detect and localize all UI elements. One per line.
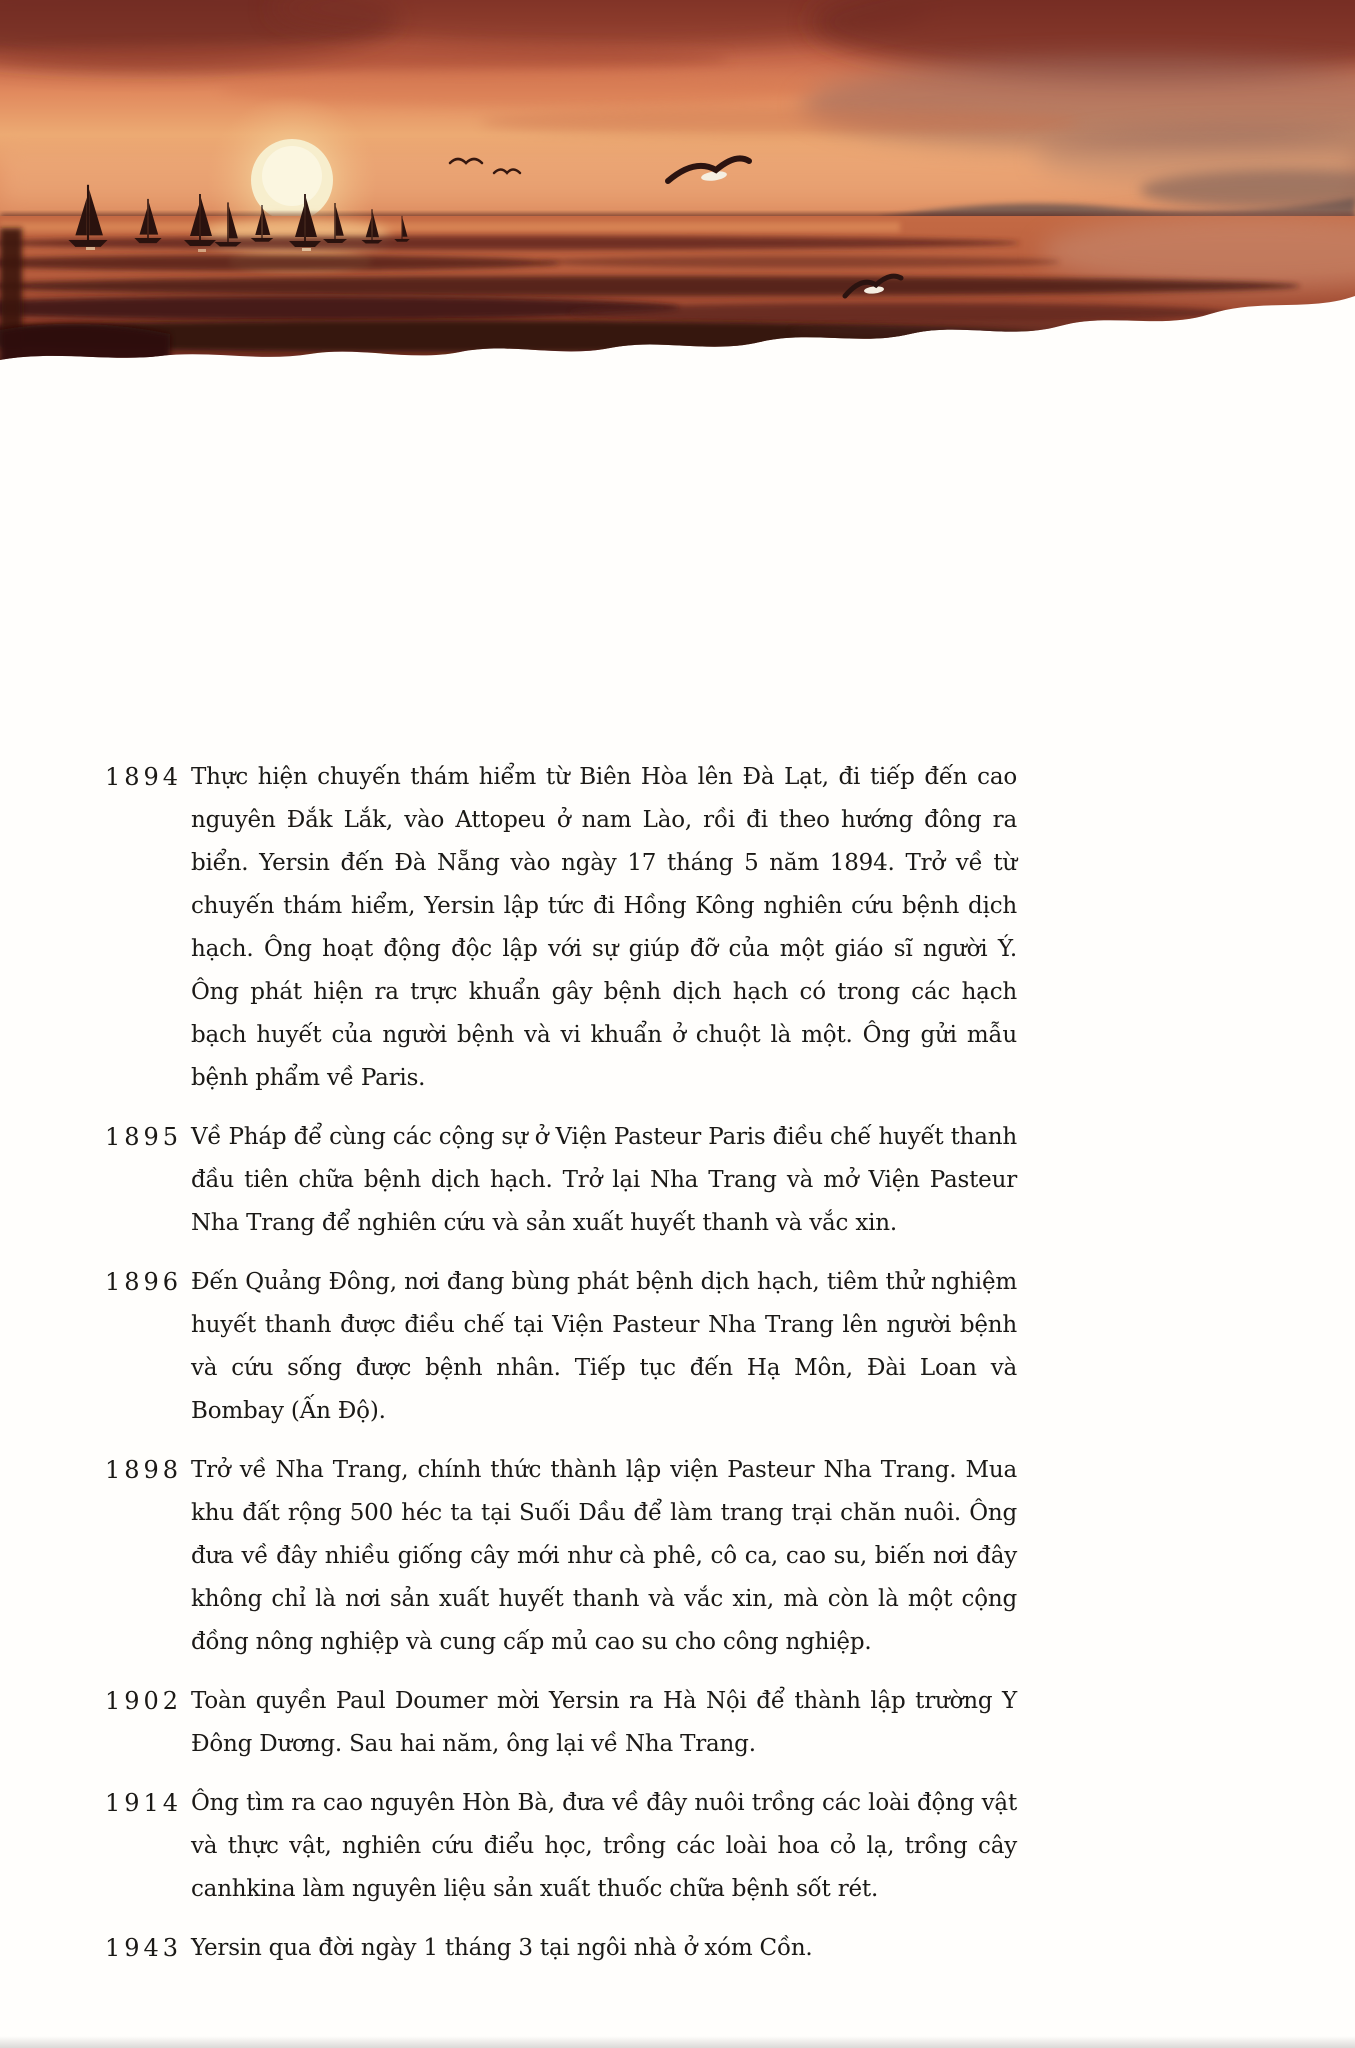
timeline-entry-1902: [105, 1680, 1017, 1766]
timeline-entry-1895: [105, 1116, 1017, 1245]
timeline-text: Đến Quảng Đông, nơi đang bùng phát bệnh dịch hạch, tiêm thử nghiệm huyết thanh được điều chế tại Viện Pasteur Nha Trang lên người bệnh và cứu sống được bệnh nhân. Tiếp tục đến Hạ Môn, Đài Loan và Bombay (Ấn Độ).: [191, 1269, 1017, 1424]
timeline-year: 1896: [105, 1268, 183, 1296]
sunset-seascape-illustration: [0, 0, 1355, 368]
timeline-text: Trở về Nha Trang, chính thức thành lập viện Pasteur Nha Trang. Mua khu đất rộng 500 héc ta tại Suối Dầu để làm trang trại chăn nuôi. Ông đưa về đây nhiều giống cây mới như cà phê, cô ca, cao su, biến nơi đây không chỉ là nơi sản xuất huyết thanh và vắc xin, mà còn là một cộng đồng nông nghiệp và cung cấp mủ cao su cho công nghiệp.: [191, 1457, 1017, 1655]
timeline: [105, 756, 1017, 1970]
timeline-entry-1898: [105, 1449, 1017, 1664]
timeline-year: 1902: [105, 1687, 183, 1715]
timeline-text: Yersin qua đời ngày 1 tháng 3 tại ngôi nhà ở xóm Cồn.: [191, 1935, 813, 1961]
timeline-year: 1895: [105, 1123, 183, 1151]
timeline-text: Thực hiện chuyến thám hiểm từ Biên Hòa lên Đà Lạt, đi tiếp đến cao nguyên Đắk Lắk, vào Attopeu ở nam Lào, rồi đi theo hướng đông ra biển. Yersin đến Đà Nẵng vào ngày 17 tháng 5 năm 1894. Trở về từ chuyến thám hiểm, Yersin lập tức đi Hồng Kông nghiên cứu bệnh dịch hạch. Ông hoạt động độc lập với sự giúp đỡ của một giáo sĩ người Ý. Ông phát hiện ra trực khuẩn gây bệnh dịch hạch có trong các hạch bạch huyết của người bệnh và vi khuẩn ở chuột là một. Ông gửi mẫu bệnh phẩm về Paris.: [191, 764, 1017, 1091]
timeline-entry-1914: [105, 1782, 1017, 1911]
timeline-entry-1943: [105, 1927, 1017, 1970]
page-scan-edge: [0, 2036, 1355, 2048]
timeline-text: Ông tìm ra cao nguyên Hòn Bà, đưa về đây nuôi trồng các loài động vật và thực vật, nghiên cứu điểu học, trồng các loài hoa cỏ lạ, trồng cây canhkina làm nguyên liệu sản xuất thuốc chữa bệnh sốt rét.: [191, 1790, 1017, 1902]
timeline-entry-1896: [105, 1261, 1017, 1433]
timeline-year: 1898: [105, 1456, 183, 1484]
timeline-year: 1914: [105, 1789, 183, 1817]
sea-detail: [0, 214, 1355, 368]
timeline-text: Về Pháp để cùng các cộng sự ở Viện Pasteur Paris điều chế huyết thanh đầu tiên chữa bệnh dịch hạch. Trở lại Nha Trang và mở Viện Pasteur Nha Trang để nghiên cứu và sản xuất huyết thanh và vắc xin.: [191, 1124, 1017, 1236]
seascape-svg: [0, 0, 1355, 368]
timeline-year: 1943: [105, 1934, 183, 1962]
timeline-text: Toàn quyền Paul Doumer mời Yersin ra Hà Nội để thành lập trường Y Đông Dương. Sau hai năm, ông lại về Nha Trang.: [191, 1688, 1017, 1757]
timeline-entry-1894: [105, 756, 1017, 1100]
timeline-year: 1894: [105, 763, 183, 791]
